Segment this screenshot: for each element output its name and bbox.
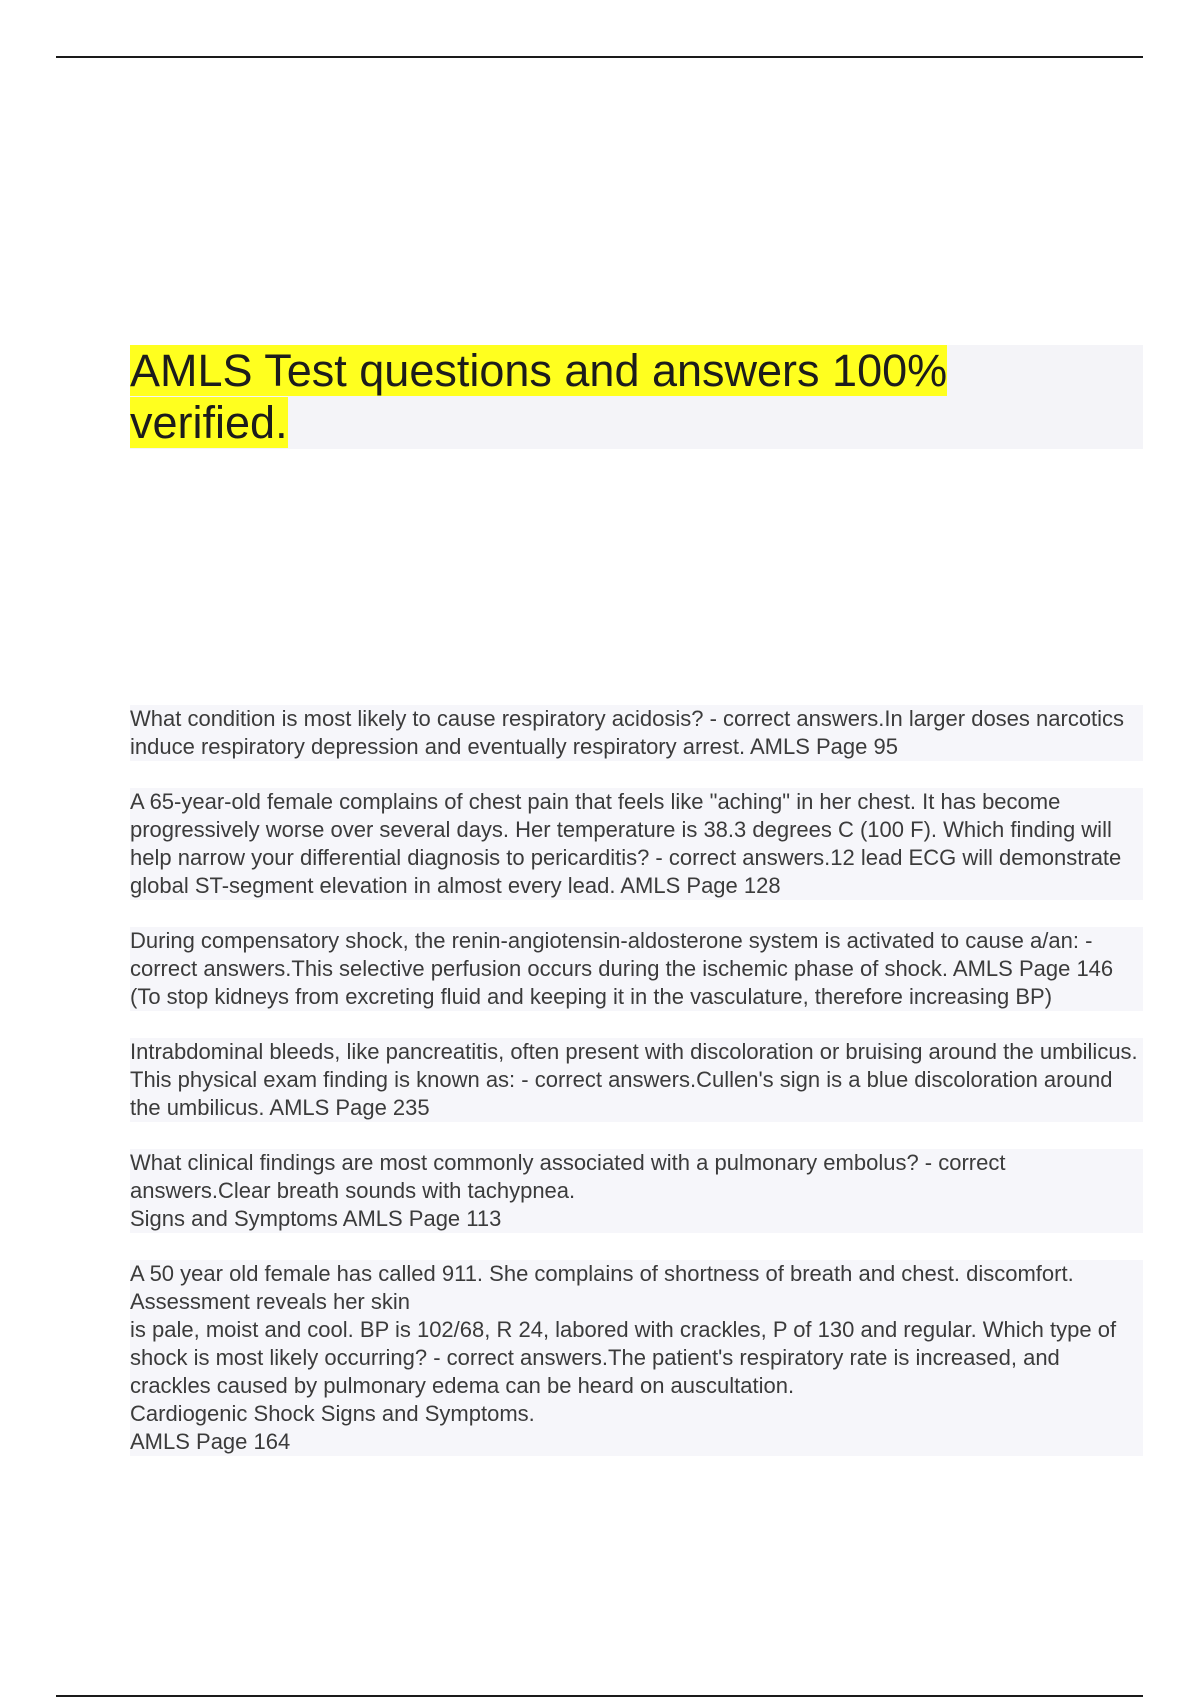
document-title-text: AMLS Test questions and answers 100% verified.: [130, 345, 948, 448]
qa-item: During compensatory shock, the renin-angiotensin-aldosterone system is activated to cause a/an: - correct answers.This selective perfusion occurs during the ischemic phase of shock. AMLS Page 146 (To stop kidneys from excreting fluid and keeping it in the vasculature, therefore increasing BP): [130, 927, 1143, 1011]
qa-item: A 50 year old female has called 911. She complains of shortness of breath and chest. discomfort. Assessment reveals her skin is pale, moist and cool. BP is 102/68, R 24, labored with crackles, P of 130 and regular. Which type of shock is most likely occurring? - correct answers.The patient's respiratory rate is increased, and crackles caused by pulmonary edema can be heard on auscultation. Cardiogenic Shock Signs and Symptoms. AMLS Page 164: [130, 1260, 1143, 1456]
footer-rule: [56, 1695, 1143, 1697]
qa-item: Intrabdominal bleeds, like pancreatitis, often present with discoloration or bruising around the umbilicus. This physical exam finding is known as: - correct answers.Cullen's sign is a blue discoloration around the umbilicus. AMLS Page 235: [130, 1038, 1143, 1122]
title-block: [130, 345, 1143, 449]
qa-item: A 65-year-old female complains of chest pain that feels like "aching" in her chest. It has become progressively worse over several days. Her temperature is 38.3 degrees C (100 F). Which finding will help narrow your differential diagnosis to pericarditis? - correct answers.12 lead ECG will demonstrate global ST-segment elevation in almost every lead. AMLS Page 128: [130, 788, 1143, 900]
qa-list: [130, 705, 1143, 1483]
qa-item: What clinical findings are most commonly associated with a pulmonary embolus? - correct answers.Clear breath sounds with tachypnea. Signs and Symptoms AMLS Page 113: [130, 1149, 1143, 1233]
document-title: [130, 345, 1030, 449]
qa-item: What condition is most likely to cause respiratory acidosis? - correct answers.In larger doses narcotics induce respiratory depression and eventually respiratory arrest. AMLS Page 95: [130, 705, 1143, 761]
header-rule: [56, 56, 1143, 58]
